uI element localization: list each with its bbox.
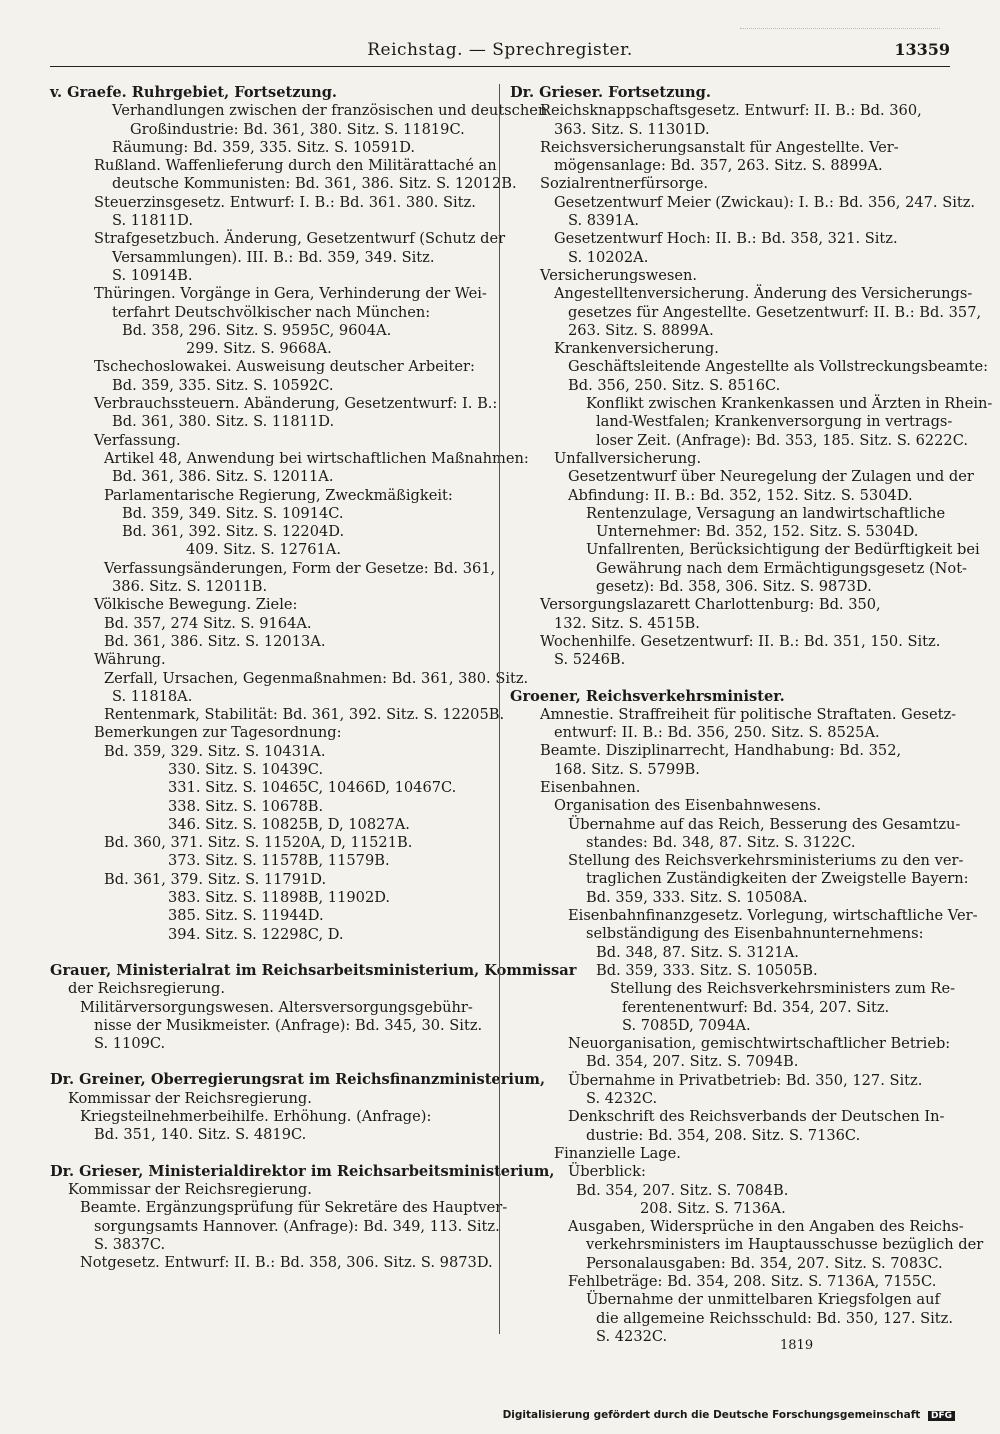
register-line: loser Zeit. (Anfrage): Bd. 353, 185. Sitz. S. 6222C. (596, 431, 969, 449)
register-line: deutsche Kommunisten: Bd. 361, 386. Sitz. S. 12012B. (112, 175, 517, 193)
header-rule (50, 66, 950, 67)
register-line: entwurf: II. B.: Bd. 356, 250. Sitz. S. 8525A. (554, 724, 880, 742)
register-line: Denkschrift des Reichsverbands der Deutschen In- (568, 1108, 945, 1126)
page-header (50, 40, 950, 64)
register-line: S. 10202A. (568, 248, 649, 266)
speaker-heading: Grauer, Ministerialrat im Reichsarbeitsministerium, Kommissar (50, 961, 577, 979)
register-line: Versammlungen). III. B.: Bd. 359, 349. Sitz. (112, 248, 435, 266)
register-line: Bd. 357, 274 Sitz. S. 9164A. (104, 614, 312, 632)
register-line: die allgemeine Reichsschuld: Bd. 350, 127. Sitz. (596, 1309, 953, 1327)
register-line: Geschäftsleitende Angestellte als Vollstreckungsbeamte: (568, 358, 989, 376)
register-line: Bd. 354, 207. Sitz. S. 7084B. (576, 1181, 789, 1199)
register-line: Artikel 48, Anwendung bei wirtschaftlichen Maßnahmen: (104, 449, 529, 467)
speaker-heading: Dr. Grieser. Fortsetzung. (510, 84, 711, 101)
register-line: Versorgungslazarett Charlottenburg: Bd. 350, (540, 596, 881, 614)
register-line: selbständigung des Eisenbahnunternehmens: (586, 925, 924, 943)
page-title: Reichstag. — Sprechregister. (367, 40, 633, 60)
register-line: verkehrsministers im Hauptausschusse bezüglich der (586, 1236, 984, 1254)
footer-text: Digitalisierung gefördert durch die Deutsche Forschungsgemeinschaft (502, 1409, 921, 1421)
register-line: standes: Bd. 348, 87. Sitz. S. 3122C. (586, 833, 856, 851)
left-column (50, 84, 577, 1272)
register-line: Gesetzentwurf über Neuregelung der Zulagen und der (568, 468, 974, 486)
register-line: Neuorganisation, gemischtwirtschaftlicher Betrieb: (568, 1035, 951, 1053)
register-line: 208. Sitz. S. 7136A. (640, 1199, 786, 1217)
register-line: 373. Sitz. S. 11578B, 11579B. (168, 852, 390, 870)
register-line: Großindustrie: Bd. 361, 380. Sitz. S. 11819C. (130, 120, 465, 138)
register-line: Unfallrenten, Berücksichtigung der Bedürftigkeit bei (586, 541, 980, 559)
register-line: Kriegsteilnehmerbeihilfe. Erhöhung. (Anfrage): (80, 1108, 432, 1126)
register-line: Bd. 351, 140. Sitz. S. 4819C. (94, 1126, 307, 1144)
register-line: gesetz): Bd. 358, 306. Sitz. S. 9873D. (596, 578, 872, 596)
register-line: Bd. 361, 380. Sitz. S. 11811D. (112, 413, 335, 431)
register-line: Beamte. Ergänzungsprüfung für Sekretäre des Hauptver- (80, 1199, 508, 1217)
register-line: 338. Sitz. S. 10678B. (168, 797, 324, 815)
register-line: 330. Sitz. S. 10439C. (168, 760, 324, 778)
register-line: Organisation des Eisenbahnwesens. (554, 797, 822, 815)
register-line: Übernahme der unmittelbaren Kriegsfolgen auf (586, 1291, 940, 1309)
register-line: Zerfall, Ursachen, Gegenmaßnahmen: Bd. 361, 380. Sitz. (104, 669, 529, 687)
register-line: Übernahme auf das Reich, Besserung des Gesamtzu- (568, 815, 961, 833)
register-line: Bd. 348, 87. Sitz. S. 3121A. (596, 943, 799, 961)
footer (503, 1409, 955, 1421)
register-line: Bd. 359, 349. Sitz. S. 10914C. (122, 504, 344, 522)
register-line: S. 4232C. (596, 1327, 668, 1345)
register-line: S. 5246B. (554, 651, 626, 669)
register-line: 263. Sitz. S. 8899A. (568, 321, 714, 339)
register-line: sorgungsamts Hannover. (Anfrage): Bd. 349, 113. Sitz. (94, 1217, 500, 1235)
register-line: Krankenversicherung. (554, 340, 719, 358)
register-line: S. 10914B. (112, 266, 193, 284)
register-line: S. 3837C. (94, 1235, 166, 1253)
register-line: S. 4232C. (586, 1090, 658, 1108)
register-line: Bd. 359, 335. Sitz. S. 10592C. (112, 376, 334, 394)
register-line: Militärversorgungswesen. Altersversorgungsgebühr- (80, 998, 473, 1016)
register-line: S. 11811D. (112, 212, 193, 230)
register-line: terfahrt Deutschvölkischer nach München: (112, 303, 431, 321)
scan-mark (740, 28, 940, 39)
register-line: der Reichsregierung. (68, 980, 225, 998)
register-line: Räumung: Bd. 359, 335. Sitz. S. 10591D. (112, 138, 416, 156)
register-line: Verfassung. (94, 431, 181, 449)
column-divider (499, 84, 500, 1334)
register-line: 394. Sitz. S. 12298C, D. (168, 925, 344, 943)
register-line: traglichen Zuständigkeiten der Zweigstelle Bayern: (586, 870, 969, 888)
register-line: 168. Sitz. S. 5799B. (554, 760, 700, 778)
register-line: Konflikt zwischen Krankenkassen und Ärzten in Rhein- (586, 395, 993, 413)
register-line: Bemerkungen zur Tagesordnung: (94, 724, 342, 742)
register-line: Übernahme in Privatbetrieb: Bd. 350, 127. Sitz. (568, 1071, 923, 1089)
register-line: Sozialrentnerfürsorge. (540, 175, 709, 193)
register-line: S. 7085D, 7094A. (622, 1016, 751, 1034)
register-line: dustrie: Bd. 354, 208. Sitz. S. 7136C. (586, 1126, 861, 1144)
register-line: 346. Sitz. S. 10825B, D, 10827A. (168, 815, 410, 833)
register-line: Strafgesetzbuch. Änderung, Gesetzentwurf (Schutz der (94, 230, 506, 248)
register-line: 385. Sitz. S. 11944D. (168, 907, 324, 925)
entry-gap (50, 1053, 490, 1071)
register-line: Thüringen. Vorgänge in Gera, Verhinderung der Wei- (94, 285, 487, 303)
register-line: Währung. (94, 651, 166, 669)
register-line: Unternehmer: Bd. 352, 152. Sitz. S. 5304D. (596, 523, 919, 541)
register-line: 299. Sitz. S. 9668A. (186, 340, 332, 358)
page-number: 13359 (894, 40, 950, 59)
register-line: nisse der Musikmeister. (Anfrage): Bd. 345, 30. Sitz. (94, 1016, 483, 1034)
register-line: Rußland. Waffenlieferung durch den Militärattaché an (94, 157, 497, 175)
register-line: 409. Sitz. S. 12761A. (186, 541, 341, 559)
register-line: Abfindung: II. B.: Bd. 352, 152. Sitz. S. 5304D. (568, 486, 913, 504)
register-line: land-Westfalen; Krankenversorgung in vertrags- (596, 413, 953, 431)
register-line: Verhandlungen zwischen der französischen und deutschen (112, 102, 548, 120)
register-line: Versicherungswesen. (540, 266, 698, 284)
register-line: Notgesetz. Entwurf: II. B.: Bd. 358, 306. Sitz. S. 9873D. (80, 1254, 493, 1272)
register-line: Fehlbeträge: Bd. 354, 208. Sitz. S. 7136A, 7155C. (568, 1273, 937, 1290)
register-line: Bd. 361, 379. Sitz. S. 11791D. (104, 870, 327, 888)
register-line: Eisenbahnen. (540, 778, 641, 796)
register-line: Stellung des Reichsverkehrsministers zum Re- (610, 980, 956, 998)
register-line: Bd. 361, 392. Sitz. S. 12204D. (122, 523, 345, 541)
register-line: Reichsknappschaftsgesetz. Entwurf: II. B.: Bd. 360, (540, 102, 922, 120)
speaker-heading: v. Graefe. Ruhrgebiet, Fortsetzung. (50, 84, 338, 101)
speaker-heading: Dr. Grieser, Ministerialdirektor im Reichsarbeitsministerium, (50, 1162, 555, 1180)
register-line: Rentenmark, Stabilität: Bd. 361, 392. Sitz. S. 12205B. (104, 706, 505, 724)
entry-gap (510, 670, 950, 688)
register-line: S. 1109C. (94, 1035, 166, 1053)
register-line: Rentenzulage, Versagung an landwirtschaftliche (586, 504, 946, 522)
sheet-number: 1819 (780, 1338, 814, 1353)
register-line: Angestelltenversicherung. Änderung des Versicherungs- (554, 285, 973, 303)
register-line: Wochenhilfe. Gesetzentwurf: II. B.: Bd. 351, 150. Sitz. (540, 632, 941, 650)
register-line: Ausgaben, Widersprüche in den Angaben des Reichs- (568, 1218, 964, 1236)
entry-gap (50, 1145, 490, 1163)
register-line: Kommissar der Reichsregierung. (68, 1089, 312, 1107)
register-line: Tschechoslowakei. Ausweisung deutscher Arbeiter: (94, 358, 475, 376)
register-line: Bd. 359, 333. Sitz. S. 10505B. (596, 961, 818, 979)
entry-gap (50, 944, 490, 962)
register-line: Amnestie. Straffreiheit für politische Straftaten. Gesetz- (540, 705, 957, 723)
register-line: mögensanlage: Bd. 357, 263. Sitz. S. 8899A. (554, 157, 883, 175)
register-line: Gesetzentwurf Hoch: II. B.: Bd. 358, 321. Sitz. (554, 230, 898, 248)
register-line: Finanzielle Lage. (554, 1144, 681, 1162)
register-line: Unfallversicherung. (554, 449, 702, 467)
register-line: Verbrauchssteuern. Abänderung, Gesetzentwurf: I. B.: (94, 395, 498, 413)
register-line: 383. Sitz. S. 11898B, 11902D. (168, 889, 391, 907)
register-line: Völkische Bewegung. Ziele: (94, 596, 298, 614)
register-line: 386. Sitz. S. 12011B. (112, 578, 268, 596)
register-line: Steuerzinsgesetz. Entwurf: I. B.: Bd. 361. 380. Sitz. (94, 193, 476, 211)
register-line: Personalausgaben: Bd. 354, 207. Sitz. S. 7083C. (586, 1254, 943, 1272)
register-line: Gesetzentwurf Meier (Zwickau): I. B.: Bd. 356, 247. Sitz. (554, 193, 976, 211)
register-line: Bd. 360, 371. Sitz. S. 11520A, D, 11521B. (104, 834, 413, 852)
register-line: 331. Sitz. S. 10465C, 10466D, 10467C. (168, 779, 457, 797)
register-line: S. 11818A. (112, 687, 193, 705)
register-line: 132. Sitz. S. 4515B. (554, 614, 700, 632)
register-line: Bd. 361, 386. Sitz. S. 12011A. (112, 468, 334, 486)
right-column (510, 84, 993, 1346)
register-line: Reichsversicherungsanstalt für Angestellte. Ver- (540, 138, 899, 156)
register-line: Bd. 361, 386. Sitz. S. 12013A. (104, 632, 326, 650)
speaker-heading: Dr. Greiner, Oberregierungsrat im Reichsfinanzministerium, (50, 1071, 546, 1089)
register-line: Bd. 354, 207. Sitz. S. 7094B. (586, 1053, 799, 1071)
register-line: Bd. 356, 250. Sitz. S. 8516C. (568, 376, 781, 394)
register-line: Parlamentarische Regierung, Zweckmäßigkeit: (104, 486, 453, 504)
register-line: Kommissar der Reichsregierung. (68, 1180, 312, 1198)
register-line: Überblick: (568, 1163, 646, 1181)
register-line: gesetzes für Angestellte. Gesetzentwurf: II. B.: Bd. 357, (568, 303, 982, 321)
register-line: Gewährung nach dem Ermächtigungsgesetz (Not- (596, 559, 967, 577)
register-line: ferentenentwurf: Bd. 354, 207. Sitz. (622, 998, 890, 1016)
register-line: Verfassungsänderungen, Form der Gesetze: Bd. 361, (104, 559, 496, 577)
register-line: Bd. 358, 296. Sitz. S. 9595C, 9604A. (122, 321, 392, 339)
speaker-heading: Groener, Reichsverkehrsminister. (510, 687, 785, 705)
register-line: S. 8391A. (568, 212, 640, 230)
register-line: Beamte. Disziplinarrecht, Handhabung: Bd. 352, (540, 742, 902, 760)
register-line: Bd. 359, 329. Sitz. S. 10431A. (104, 742, 326, 760)
register-line: Bd. 359, 333. Sitz. S. 10508A. (586, 888, 808, 906)
dfg-logo: DFG (928, 1411, 955, 1421)
register-line: 363. Sitz. S. 11301D. (554, 120, 710, 138)
register-line: Stellung des Reichsverkehrsministeriums zu den ver- (568, 852, 964, 870)
register-line: Eisenbahnfinanzgesetz. Vorlegung, wirtschaftliche Ver- (568, 907, 978, 925)
